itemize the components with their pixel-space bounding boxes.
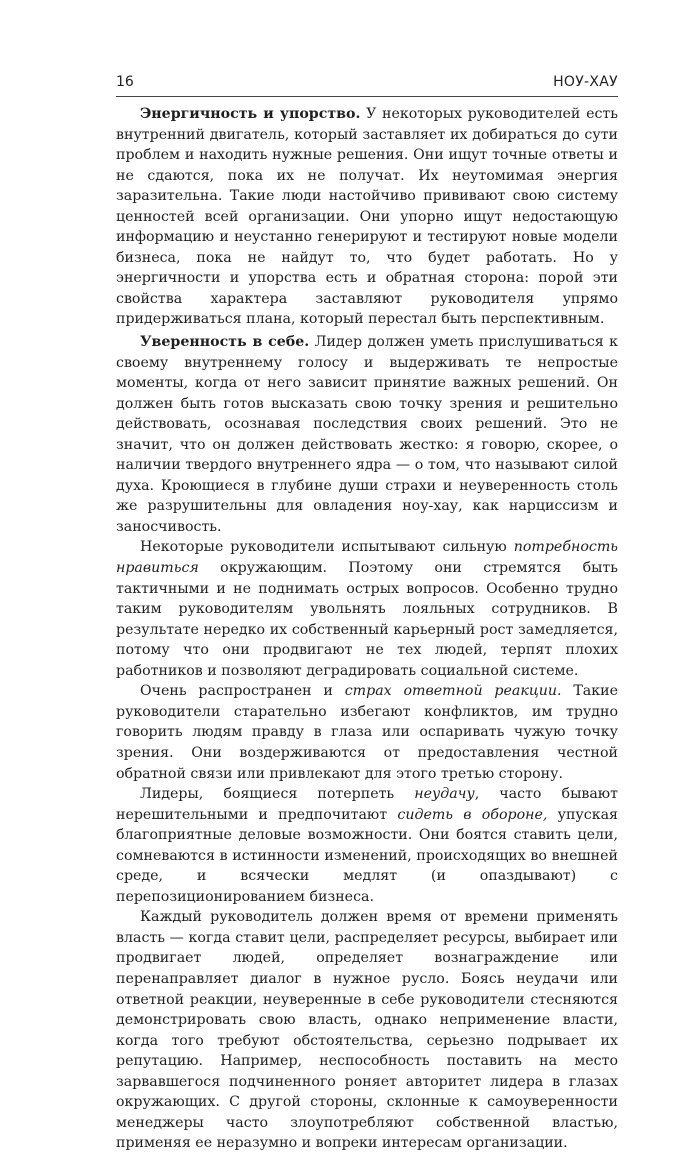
paragraph-text: У некоторых руководителей есть внутренний двигатель, который заставляет их добираться до сути проблем и находить нужные решения. Они ищут точные ответы и не сдаются, пока их не получат. Их неутомимая энергия заразительна. Такие люди настойчиво прививают свою систему ценностей всей организации. Они упорно ищут недостающую информацию и неустанно генерируют и тестируют новые модели бизнеса, пока не найдут то, что будет работать. Но у энергичности и упорства есть и обратная сторона: порой эти свойства характера заставляют руководителя упрямо придерживаться плана, который перестал быть перспективным. — [116, 106, 618, 328]
body-text — [116, 104, 618, 1154]
paragraph — [116, 907, 618, 1154]
emphasis: потребность нравиться — [116, 539, 618, 577]
paragraph-text: . Такие руководители старательно избегают конфликтов, им трудно говорить людям правду в глаза или оспаривать чужую точку зрения. Они воздерживаются от предоставления честной обратной связи или привлекают для этого третью сторону. — [116, 683, 618, 782]
paragraph-lead: Уверенность в себе. — [140, 334, 310, 351]
paragraph — [116, 537, 618, 681]
paragraph — [116, 104, 618, 330]
page-number: 16 — [116, 74, 134, 90]
paragraph-text: Каждый руководитель должен время от времени применять власть — когда ставит цели, распределяет ресурсы, выбирает или продвигает людей, определяет вознаграждение или перенаправляет диалог в нужное русло. Боясь неудачи или ответной реакции, неуверенные в себе руководители стесняются демонстрировать свою власть, однако неприменение власти, когда того требуют обстоятельства, серьезно подрывает их репутацию. Например, неспособность поставить на место зарвавшегося подчиненного роняет авторитет лидера в глазах окружающих. С другой стороны, склонные к самоуверенности менеджеры часто злоупотребляют собственной властью, применяя ее неразумно и вопреки интересам организации. — [116, 909, 618, 1152]
paragraph-text: упуская благоприятные деловые возможности. Они боятся ставить цели, сомневаются в истинности изменений, происходящих во внешней среде, и всячески медлят (и опаздывают) с перепозиционированием бизнеса. — [116, 806, 618, 905]
paragraph-text: Лидеры, боящиеся потерпеть — [140, 786, 415, 803]
paragraph-text: Очень распространен и — [140, 683, 345, 700]
emphasis: сидеть в обороне, — [397, 806, 548, 823]
paragraph-text: Лидер должен уметь прислушиваться к своему внутреннему голосу и выдерживать те непростые моменты, когда от него зависит принятие важных решений. Он должен быть готов высказать свою точку зрения и решительно действовать, осознавая последствия своих решений. Это не значит, что он должен действовать жестко: я говорю, скорее, о наличии твердого внутреннего ядра — о том, что называют силой духа. Кроющиеся в глубине души страхи и неуверенность столь же разрушительны для овладения ноу-хау, как нарциссизм и заносчивость. — [116, 334, 618, 535]
paragraph — [116, 784, 618, 907]
paragraph-lead: Энергичность и упорство. — [140, 106, 361, 122]
running-head — [116, 74, 618, 92]
header-rule — [116, 96, 618, 97]
paragraph-text: окружающим. Поэтому они стремятся быть тактичными и не поднимать острых вопросов. Особенно трудно таким руководителям увольнять лояльных сотрудников. В результате нередко их собственный карьерный рост замедляется, потому что они продвигают не тех людей, терпят плохих работников и позволяют деградировать социальной системе. — [116, 560, 618, 679]
paragraph-text: , часто бывают нерешительными и предпочитают — [116, 786, 619, 823]
paragraph — [116, 681, 618, 784]
paragraph-text: Некоторые руководители испытывают сильную — [140, 539, 514, 556]
paragraph — [116, 332, 618, 537]
chapter-title: НОУ-ХАУ — [553, 74, 618, 90]
emphasis: страх ответной реакции — [344, 683, 558, 700]
emphasis: неудачу — [414, 786, 475, 803]
